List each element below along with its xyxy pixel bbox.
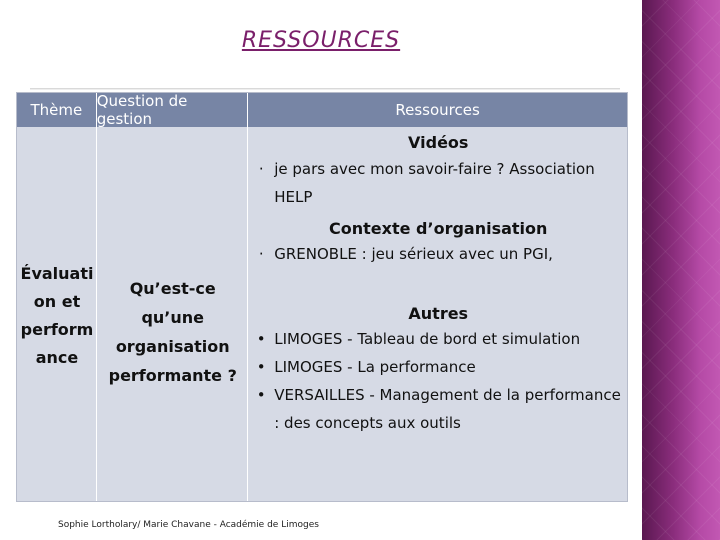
decorative-side-band	[642, 0, 720, 540]
bullet-icon: •	[256, 358, 266, 376]
section-heading-videos: Vidéos	[408, 133, 469, 152]
header-question: Question de gestion	[97, 93, 249, 127]
question-value: Qu’est-ce qu’une organisation performante ?	[108, 279, 237, 385]
resource-label: GRENOBLE : jeu sérieux avec un PGI,	[274, 245, 553, 263]
resource-link-grenoble[interactable]	[258, 240, 624, 268]
bullet-icon: ·	[258, 245, 264, 263]
question-cell	[97, 127, 249, 501]
bullet-icon: ·	[258, 160, 264, 178]
slide-footer: Sophie Lortholary/ Marie Chavane - Académie de Limoges	[58, 520, 319, 530]
resource-label: LIMOGES - La performance	[274, 358, 476, 376]
bullet-icon: •	[256, 386, 266, 404]
resource-link-limoges-performance[interactable]	[256, 353, 624, 381]
theme-cell	[17, 127, 97, 501]
table-header-row	[17, 93, 627, 127]
title-divider	[30, 88, 620, 90]
bullet-icon: •	[256, 330, 266, 348]
header-resources: Ressources	[395, 101, 480, 119]
resource-label: VERSAILLES - Management de la performance : des concepts aux outils	[274, 386, 621, 432]
resources-table	[16, 92, 628, 502]
resource-link-limoges-tableau[interactable]	[256, 325, 624, 353]
section-heading-contexte: Contexte d’organisation	[329, 219, 548, 238]
slide-title: RESSOURCES	[241, 28, 401, 53]
header-theme: Thème	[17, 93, 97, 127]
resource-link-help[interactable]	[258, 155, 624, 211]
section-heading-autres: Autres	[408, 304, 469, 323]
theme-value: Évaluati on et perform ance	[20, 264, 94, 367]
resource-link-versailles[interactable]	[256, 381, 624, 437]
resource-label: LIMOGES - Tableau de bord et simulation	[274, 330, 581, 348]
resources-cell	[248, 127, 627, 501]
resource-label: je pars avec mon savoir-faire ? Association HELP	[274, 160, 595, 206]
table-row	[17, 127, 627, 501]
